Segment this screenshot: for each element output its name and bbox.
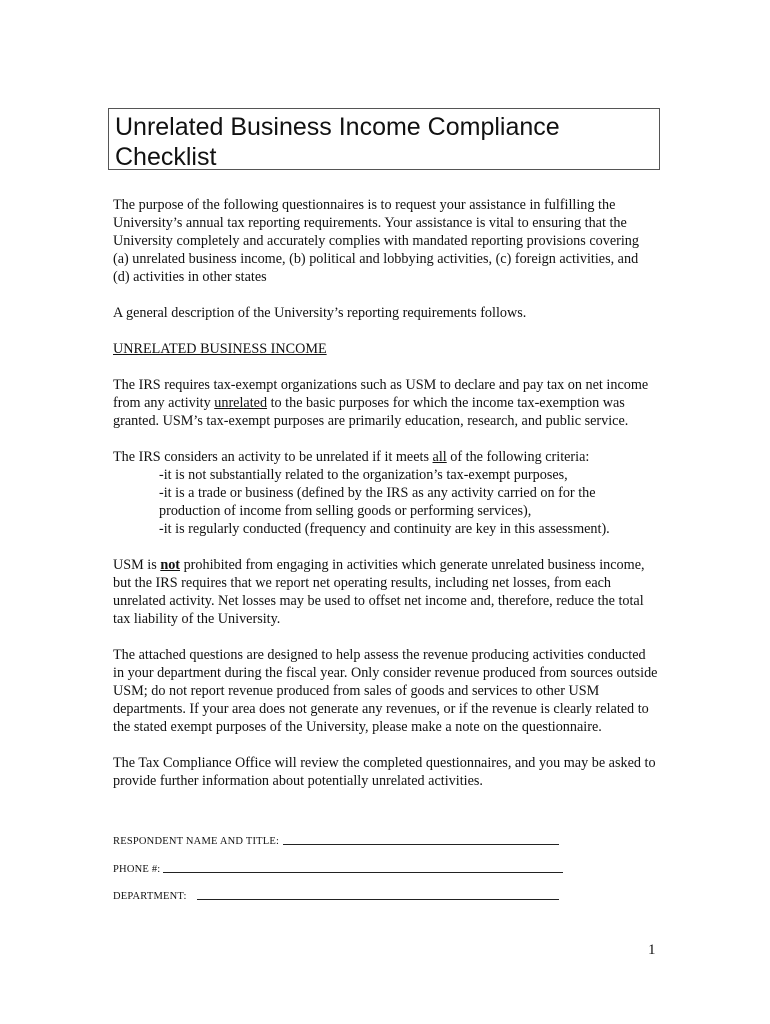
- phone-input-line[interactable]: [163, 871, 563, 873]
- phone-label: PHONE #:: [113, 864, 161, 875]
- criteria-intro: The IRS considers an activity to be unrelated if it meets all of the following criteria:: [113, 449, 590, 465]
- respondent-field: [113, 836, 559, 847]
- ubi-paragraph-5: The Tax Compliance Office will review the completed questionnaires, and you may be asked to provide further information about potentially unrelated activities.: [113, 755, 656, 789]
- department-label: DEPARTMENT:: [113, 891, 187, 902]
- underlined-word: unrelated: [214, 395, 268, 411]
- criteria-item: -it is a trade or business (defined by the IRS as any activity carried on for the production of income from selling goods or performing services),: [159, 485, 596, 519]
- title-box: [108, 108, 660, 170]
- page-number: 1: [648, 942, 656, 958]
- criteria-list: [113, 466, 658, 538]
- emphasis-not: not: [160, 557, 181, 573]
- respondent-label: RESPONDENT NAME AND TITLE:: [113, 836, 280, 847]
- criteria-item: -it is not substantially related to the organization’s tax-exempt purposes,: [159, 467, 568, 483]
- phone-field: [113, 864, 563, 875]
- ubi-paragraph-3: USM is not prohibited from engaging in activities which generate unrelated business income, but the IRS requires that we report net operating results, including net losses, from each unrelated activity. Net losses may be used to offset net income and, therefore, reduce the total tax liability of the University.: [113, 557, 645, 627]
- document-body: [113, 196, 658, 808]
- document-title: Unrelated Business Income Compliance Checklist: [115, 113, 560, 171]
- underlined-word: all: [432, 449, 447, 465]
- respondent-input-line[interactable]: [283, 843, 559, 845]
- ubi-paragraph-1: The IRS requires tax-exempt organizations such as USM to declare and pay tax on net income from any activity unrelated to the basic purposes for which the income tax-exemption was granted. USM’s tax-exempt purposes are primarily education, research, and public service.: [113, 377, 649, 429]
- department-input-line[interactable]: [197, 898, 559, 900]
- department-field: [113, 891, 559, 902]
- ubi-paragraph-4: The attached questions are designed to help assess the revenue producing activities conducted in your department during the fiscal year. Only consider revenue produced from sources outside USM; do not report revenue produced from sales of goods and services to other USM departments. If your area does not generate any revenues, or if the revenue is clearly related to the stated exempt purposes of the University, please make a note on the questionnaire.: [113, 647, 658, 735]
- intro-paragraph: The purpose of the following questionnaires is to request your assistance in fulfilling the University’s annual tax reporting requirements. Your assistance is vital to ensuring that the University completely and accurately complies with mandated reporting provisions covering (a) unrelated business income, (b) political and lobbying activities, (c) foreign activities, and (d) activities in other states: [113, 197, 639, 285]
- criteria-item: -it is regularly conducted (frequency and continuity are key in this assessment).: [159, 521, 610, 537]
- general-description: A general description of the University’s reporting requirements follows.: [113, 305, 527, 321]
- section-heading: UNRELATED BUSINESS INCOME: [113, 341, 327, 357]
